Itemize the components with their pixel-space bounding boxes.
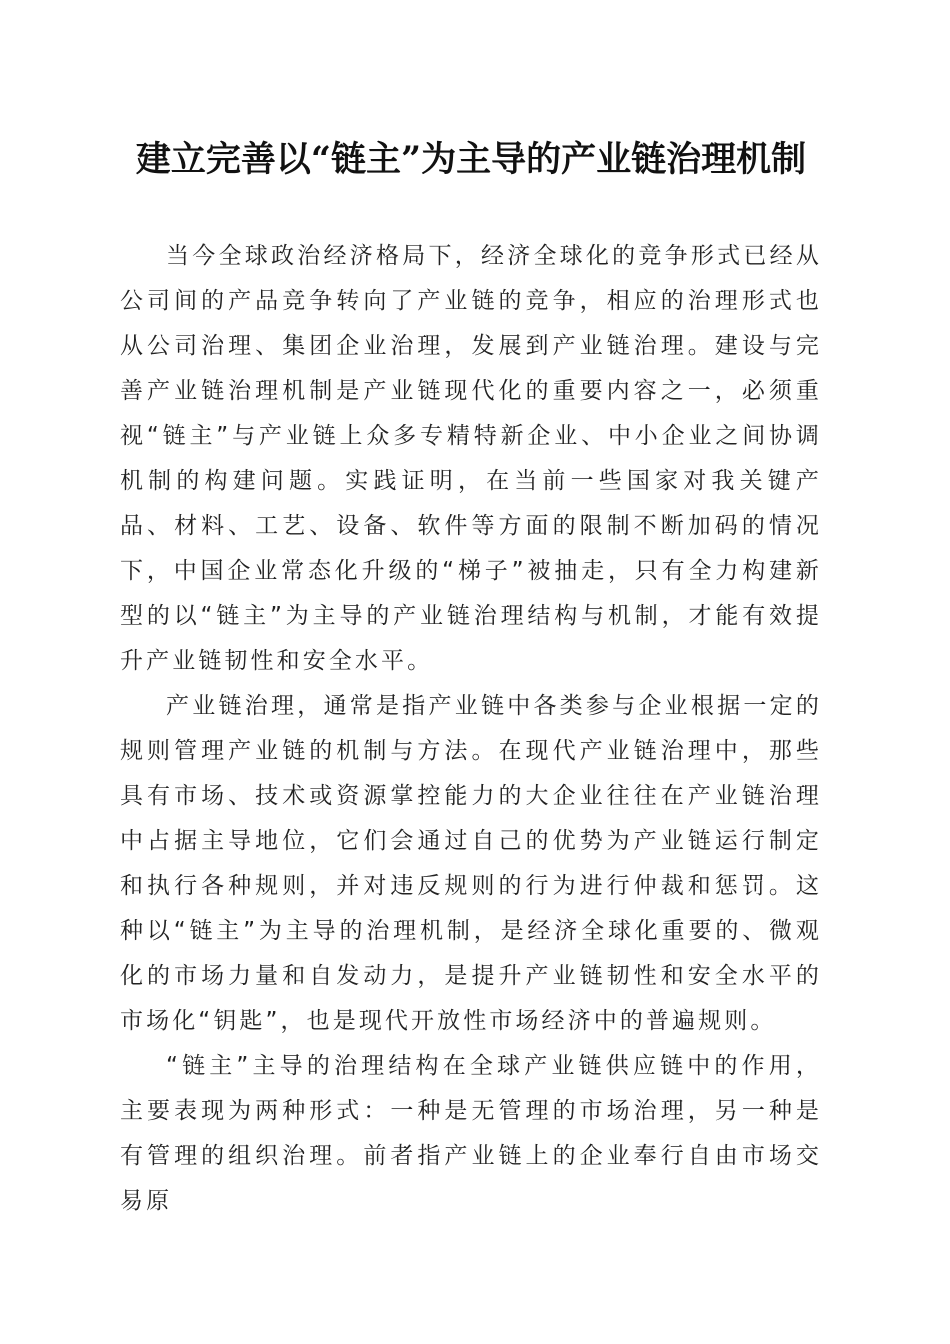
paragraph: 当今全球政治经济格局下，经济全球化的竞争形式已经从公司间的产品竞争转向了产业链的竞争，相应的治理形式也从公司治理、集团企业治理，发展到产业链治理。建设与完善产业链治理机制是产业链现代化的重要内容之一，必须重视“链主”与产业链上众多专精特新企业、中小企业之间协调机制的构建问题。实践证明，在当前一些国家对我关键产品、材料、工艺、设备、软件等方面的限制不断加码的情况下，中国企业常态化升级的“梯子”被抽走，只有全力构建新型的以“链主”为主导的产业链治理结构与机制，才能有效提升产业链韧性和安全水平。 [120, 243, 822, 674]
document-title: 建立完善以“链主”为主导的产业链治理机制 [135, 139, 807, 180]
paragraph: 产业链治理，通常是指产业链中各类参与企业根据一定的规则管理产业链的机制与方法。在现代产业链治理中，那些具有市场、技术或资源掌控能力的大企业往往在产业链治理中占据主导地位，它们会通过自己的优势为产业链运行制定和执行各种规则，并对违反规则的行为进行仲裁和惩罚。这种以“链主”为主导的治理机制，是经济全球化重要的、微观化的市场力量和自发动力，是提升产业链韧性和安全水平的市场化“钥匙”，也是现代开放性市场经济中的普遍规则。 [120, 693, 822, 1034]
document-body [120, 234, 822, 1224]
paragraph: “链主”主导的治理结构在全球产业链供应链中的作用，主要表现为两种形式：一种是无管理的市场治理，另一种是有管理的组织治理。前者指产业链上的企业奉行自由市场交易原 [120, 1053, 822, 1214]
